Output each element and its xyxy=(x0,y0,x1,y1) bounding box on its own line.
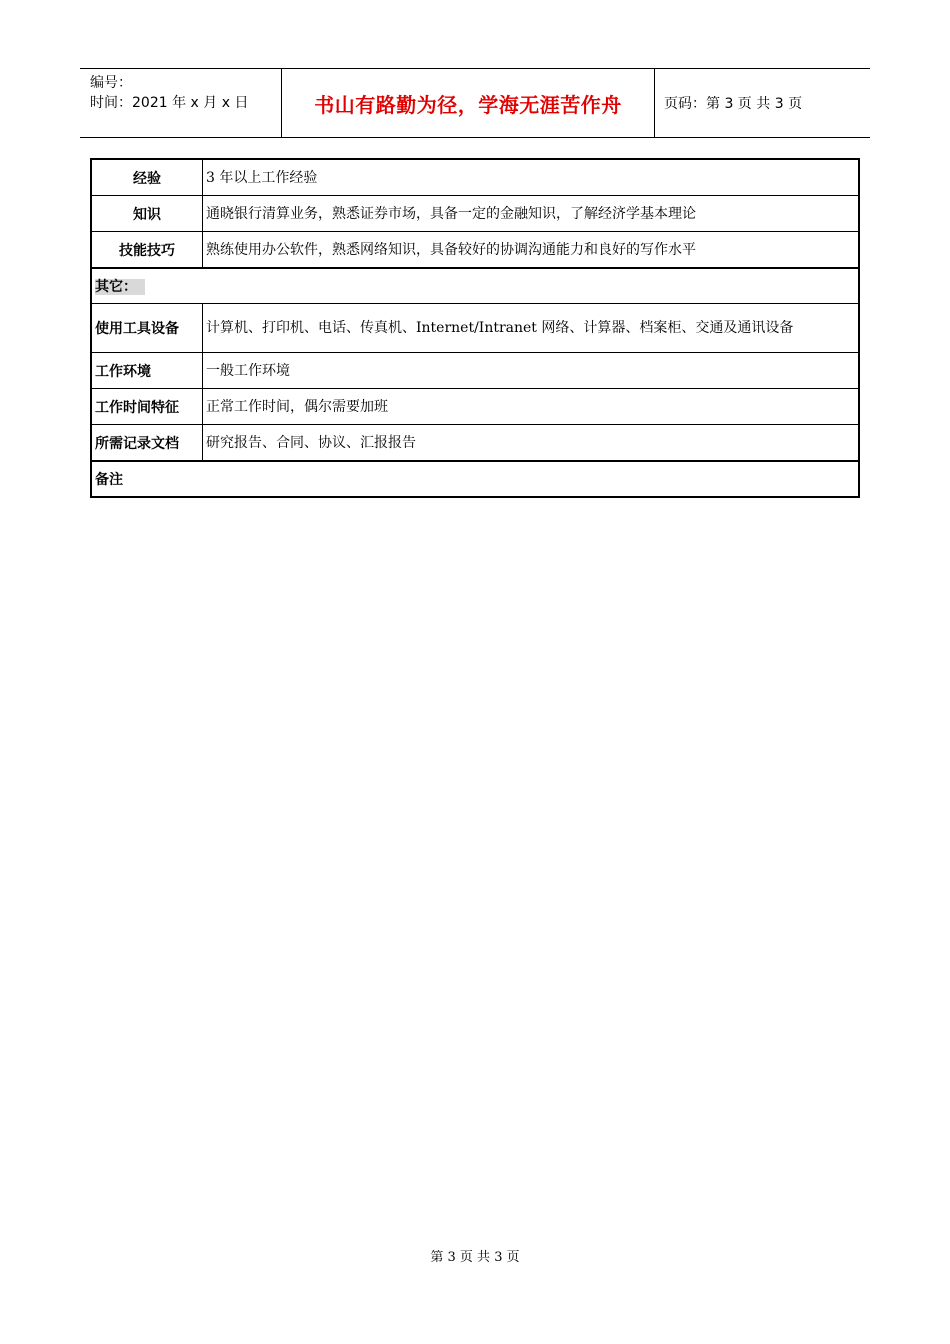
row-label-tools: 使用工具设备 xyxy=(91,304,203,353)
table-row xyxy=(91,304,859,353)
table-row xyxy=(91,353,859,389)
row-value-experience: 3 年以上工作经验 xyxy=(203,159,860,196)
row-value-work-time: 正常工作时间，偶尔需要加班 xyxy=(203,389,860,425)
page-header xyxy=(80,68,870,138)
row-label-experience: 经验 xyxy=(91,159,203,196)
table-row xyxy=(91,389,859,425)
motto-text: 书山有路勤为径，学海无涯苦作舟 xyxy=(314,92,622,117)
section-title-other: 其它： xyxy=(95,279,145,295)
row-label-work-time: 工作时间特征 xyxy=(91,389,203,425)
row-value-documents: 研究报告、合同、协议、汇报报告 xyxy=(203,425,860,462)
table-row xyxy=(91,159,859,196)
row-value-tools: 计算机、打印机、电话、传真机、Internet/Intranet 网络、计算器、档案柜、交通及通讯设备 xyxy=(203,304,860,353)
section-row-other xyxy=(91,268,859,304)
row-value-skills: 熟练使用办公软件，熟悉网络知识，具备较好的协调沟通能力和良好的写作水平 xyxy=(203,232,860,269)
table-row xyxy=(91,196,859,232)
job-description-table xyxy=(90,158,860,498)
section-title-cell xyxy=(91,268,859,304)
notes-label: 备注 xyxy=(91,461,859,497)
header-motto-cell xyxy=(281,69,655,137)
row-label-documents: 所需记录文档 xyxy=(91,425,203,462)
row-label-environment: 工作环境 xyxy=(91,353,203,389)
header-meta xyxy=(80,69,280,137)
number-label: 编号： xyxy=(90,75,132,91)
row-value-environment: 一般工作环境 xyxy=(203,353,860,389)
date-label: 时间：2021 年 x 月 x 日 xyxy=(90,95,249,111)
page-info: 页码：第 3 页 共 3 页 xyxy=(664,96,803,112)
page-footer: 第 3 页 共 3 页 xyxy=(430,1250,520,1265)
row-label-knowledge: 知识 xyxy=(91,196,203,232)
row-value-knowledge: 通晓银行清算业务，熟悉证券市场，具备一定的金融知识，了解经济学基本理论 xyxy=(203,196,860,232)
table-row xyxy=(91,232,859,269)
section-row-notes xyxy=(91,461,859,497)
table-row xyxy=(91,425,859,462)
row-label-skills: 技能技巧 xyxy=(91,232,203,269)
